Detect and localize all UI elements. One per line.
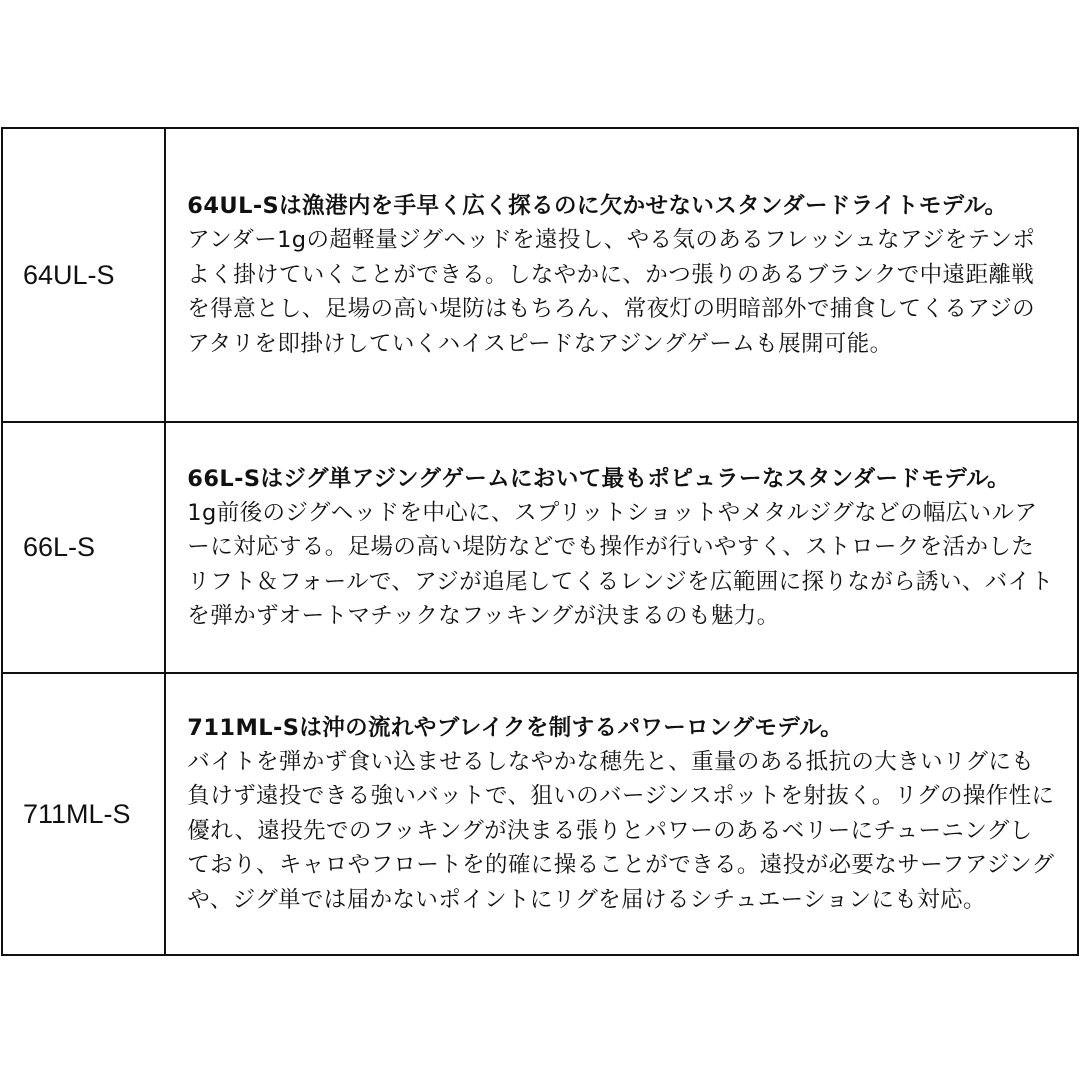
model-headline: 711ML-Sは沖の流れやブレイクを制するパワーロングモデル。 [187,714,844,741]
model-name: 66L-S [23,532,96,562]
model-description: バイトを弾かず食い込ませるしなやかな穂先と、重量のある抵抗の大きいリグにも負けず遠投できる強いバットで、狙いのバージンスポットを射抜く。リグの操作性に優れ、遠投先でのフッキングが決まる張りとパワーのあるベリーにチューニングしており、キャロやフロートを的確に操ることができる。遠投が必要なサーフアジングや、ジグ単では届かないポイントにリグを届けるシチュエーションにも対応。 [187,748,1055,913]
model-name: 64UL-S [23,259,115,290]
model-description-cell [165,422,1078,673]
model-name-cell [2,673,165,955]
table-row [2,422,1078,673]
table-row [2,128,1078,422]
rod-spec-table [1,127,1079,956]
model-name: 711ML-S [23,798,131,829]
model-description-cell [165,128,1078,422]
model-description-cell [165,673,1078,955]
model-description: 1g前後のジグヘッドを中心に、スプリットショットやメタルジグなどの幅広いルアーに対応する。足場の高い堤防などでも操作が行いやすく、ストロークを活かしたリフト＆フォールで、アジが追尾してくるレンジを広範囲に探りながら誘い、バイトを弾かずオートマチックなフッキングが決まるのも魅力。 [187,499,1054,629]
model-headline: 66L-Sはジグ単アジングゲームにおいて最もポピュラーなスタンダードモデル。 [187,465,1011,492]
model-description: アンダー1gの超軽量ジグヘッドを遠投し、やる気のあるフレッシュなアジをテンポよく掛けていくことができる。しなやかに、かつ張りのあるブランクで中遠距離戦を得意とし、足場の高い堤防はもちろん、常夜灯の明暗部外で捕食してくるアジのアタリを即掛けしていくハイスピードなアジングゲームも展開可能。 [187,227,1036,357]
model-name-cell [2,128,165,422]
model-name-cell [2,422,165,673]
table-row [2,673,1078,955]
model-headline: 64UL-Sは漁港内を手早く広く探るのに欠かせないスタンダードライトモデル。 [187,193,1008,219]
